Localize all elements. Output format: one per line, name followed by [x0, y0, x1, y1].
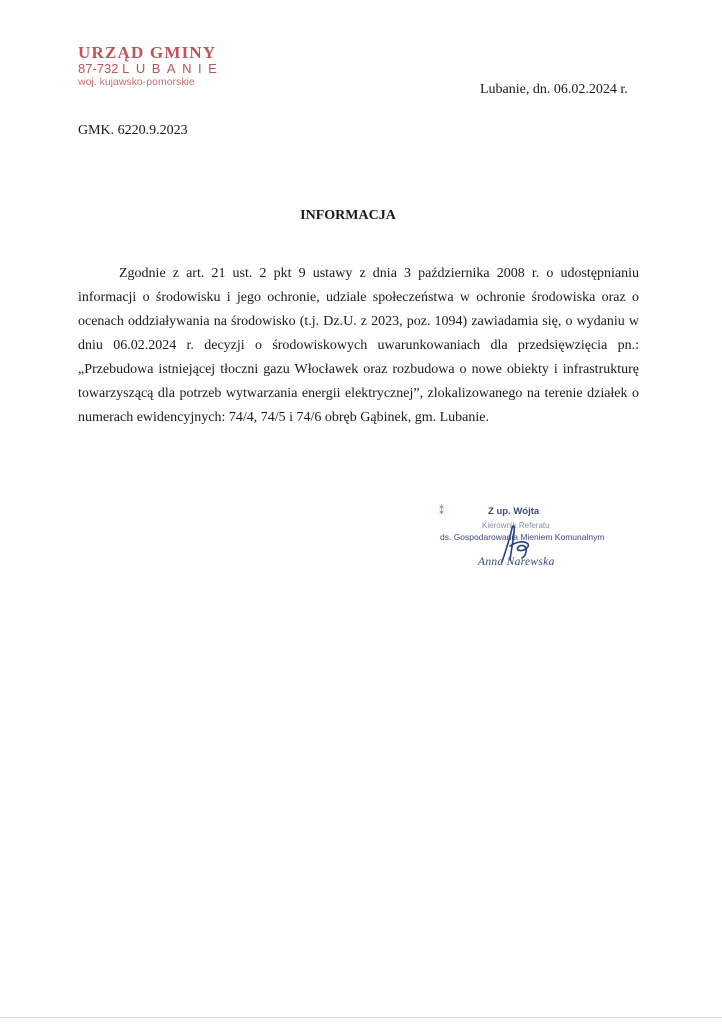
stamp-office-name: URZĄD GMINY: [78, 43, 217, 62]
place-and-date: Lubanie, dn. 06.02.2024 r.: [480, 82, 628, 97]
document-title-text: INFORMACJA: [300, 208, 396, 223]
signature-block: [430, 502, 630, 582]
stamp-mark-icon: ⁑: [439, 506, 444, 517]
body-paragraph: Zgodnie z art. 21 ust. 2 pkt 9 ustawy z dnia 3 października 2008 r. o udostępnianiu informacji o środowisku i jego ochronie, udziale społeczeństwa w ochronie środowiska oraz o ocenach oddziaływania na środowisko (t.j. Dz.U. z 2023, poz. 1094) zawiadamia się, o wydaniu w dniu 06.02.2024 r. decyzji o środowiskowych uwarunkowaniach dla przedsięwzięcia pn.: „Przebudowa istniejącej tłoczni gazu Włocławek oraz rozbudowa o nowe obiekty i infrastrukturę towarzyszącą dla potrzeb wytwarzania energii elektrycznej”, zlokalizowanego na terenie działek o numerach ewidencyjnych: 74/4, 74/5 i 74/6 obręb Gąbinek, gm. Lubanie.: [78, 266, 639, 425]
stamp-town: LUBANIE: [122, 61, 224, 76]
stamp-voivodeship: woj. kujawsko-pomorskie: [78, 76, 195, 88]
document-title: [0, 208, 722, 224]
stamp-address: [78, 62, 253, 76]
reference-number: GMK. 6220.9.2023: [78, 123, 188, 138]
office-stamp: [78, 44, 253, 88]
signatory-name: Anna Narewska: [478, 556, 555, 568]
signature-authority: Z up. Wójta: [488, 506, 540, 517]
signature-department: ds. Gospodarowania Mieniem Komunalnym: [440, 532, 605, 542]
scan-edge-line: [0, 1017, 722, 1018]
signature-position: Kierownik Referatu: [482, 521, 550, 530]
stamp-postal-code: 87-732: [78, 61, 119, 76]
